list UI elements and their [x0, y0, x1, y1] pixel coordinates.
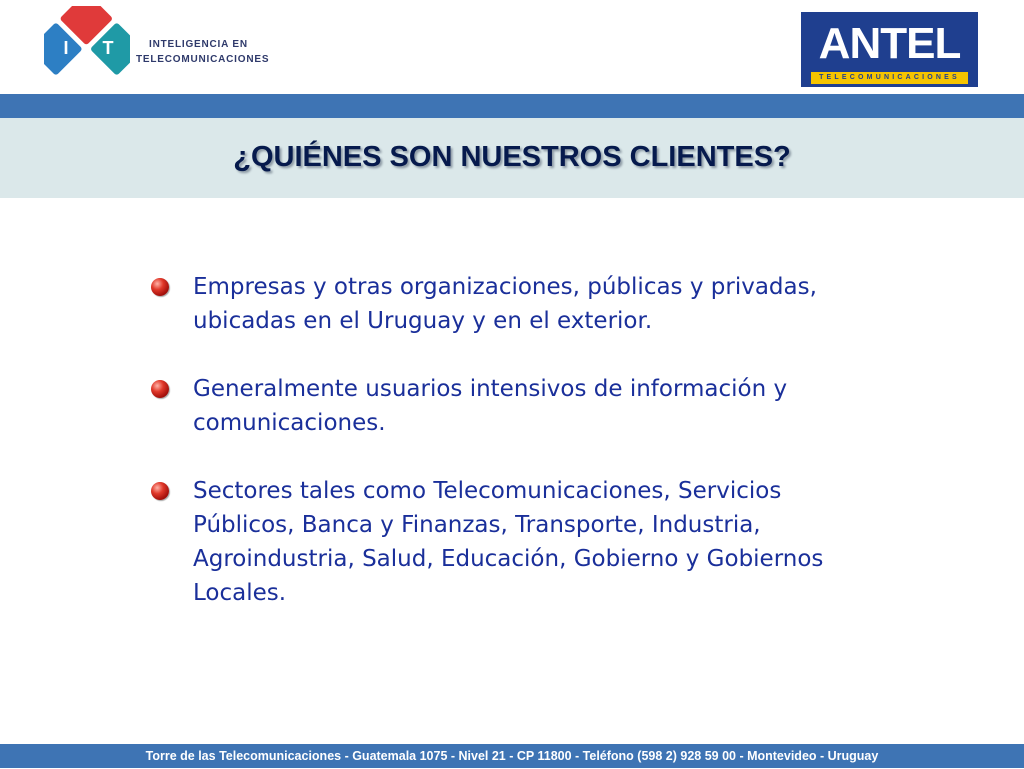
itc-logo-letter-i: I [63, 38, 69, 58]
footer-address: Torre de las Telecomunicaciones - Guatemala 1075 - Nivel 21 - CP 11800 - Teléfono (598 2) 928 59 00 - Montevideo - Uruguay [145, 749, 879, 763]
list-item-text: Generalmente usuarios intensivos de información y comunicaciones. [193, 376, 788, 436]
list-item-text: Sectores tales como Telecomunicaciones, Servicios Públicos, Banca y Finanzas, Transporte, Industria, Agroindustria, Salud, Educación, Gobierno y Gobiernos Locales. [193, 478, 824, 606]
header-divider-bar [0, 94, 1024, 118]
list-item [150, 372, 890, 440]
bullet-list [150, 270, 890, 644]
antel-logo-word: ANTEL [818, 19, 961, 68]
itc-logo-letter-t: T [102, 38, 114, 58]
itc-logo-text-line1: INTELIGENCIA EN [149, 39, 248, 50]
page-title: ¿QUIÉNES SON NUESTROS CLIENTES? [233, 141, 791, 173]
itc-logo-text-line2: TELECOMUNICACIONES [136, 54, 270, 65]
antel-logo-tagline: TELECOMUNICACIONES [811, 72, 968, 84]
bullet-icon [151, 380, 169, 398]
list-item-text: Empresas y otras organizaciones, públicas y privadas, ubicadas en el Uruguay y en el exterior. [193, 274, 817, 334]
itc-logo-letter-c: C [80, 66, 94, 86]
title-band [0, 118, 1024, 198]
itc-logo-text [136, 37, 269, 67]
antel-logo [801, 12, 978, 87]
list-item [150, 474, 890, 610]
list-item [150, 270, 890, 338]
bullet-icon [151, 278, 169, 296]
footer [0, 744, 1024, 768]
header [0, 0, 1024, 94]
bullet-icon [151, 482, 169, 500]
itc-logo [44, 6, 130, 92]
